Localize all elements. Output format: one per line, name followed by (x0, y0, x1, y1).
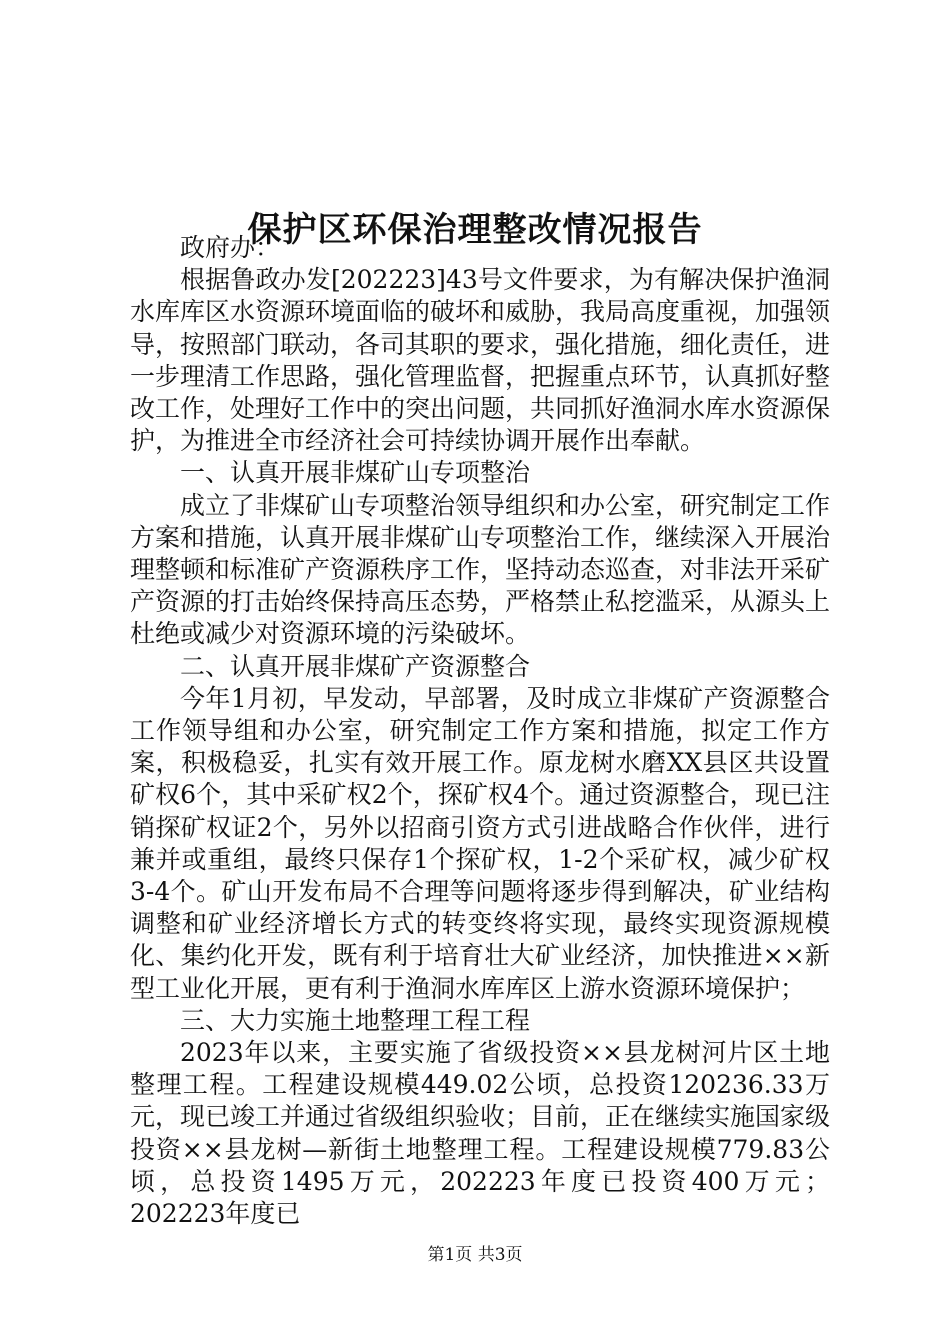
section-heading-1: 一、认真开展非煤矿山专项整治 (180, 458, 531, 488)
page-indicator: 第1页 共3页 (427, 1245, 523, 1265)
paragraph-section-3: 2023年以来，主要实施了省级投资××县龙树河片区土地整理工程。工程建设规模449.02公顷，总投资120236.33万元，现已竣工并通过省级组织验收；目前，正在继续实施国家级投资××县龙树—新街土地整理工程。工程建设规模779.83公顷，总投资1495万元，202223年度已投资400万元；202223年度已 (130, 1038, 831, 1229)
document-body (130, 232, 830, 1230)
section-heading-2: 二、认真开展非煤矿产资源整合 (180, 651, 531, 681)
paragraph-intro: 根据鲁政办发[202223]43号文件要求，为有解决保护渔洞水库库区水资源环境面临的破坏和威胁，我局高度重视，加强领导，按照部门联动，各司其职的要求，强化措施，细化责任，进一步理清工作思路，强化管理监督，把握重点环节，认真抓好整改工作，处理好工作中的突出问题，共同抓好渔洞水库水资源保护，为推进全市经济社会可持续协调开展作出奉献。 (130, 265, 831, 456)
document-title: 保护区环保治理整改情况报告 (247, 209, 703, 250)
section-heading-3: 三、大力实施土地整理工程工程 (180, 1005, 531, 1035)
paragraph-section-1: 成立了非煤矿山专项整治领导组织和办公室，研究制定工作方案和措施，认真开展非煤矿山专项整治工作，继续深入开展治理整顿和标准矿产资源秩序工作，坚持动态巡查，对非法开采矿产资源的打击始终保持高压态势，严格禁止私挖滥采，从源头上杜绝或减少对资源环境的污染破坏。 (130, 490, 831, 649)
salutation: 政府办： (180, 233, 281, 262)
paragraph-section-2: 今年1月初，早发动，早部署，及时成立非煤矿产资源整合工作领导组和办公室，研究制定工作方案和措施，拟定工作方案，积极稳妥，扎实有效开展工作。原龙树水磨XX县区共设置矿权6个，其中采矿权2个，探矿权4个。通过资源整合，现已注销探矿权证2个，另外以招商引资方式引进战略合作伙伴，进行兼并或重组，最终只保存1个探矿权，1-2个采矿权，减少矿权3-4个。矿山开发布局不合理等问题将逐步得到解决，矿业结构调整和矿业经济增长方式的转变终将实现，最终实现资源规模化、集约化开发，既有利于培育壮大矿业经济，加快推进××新型工业化开展，更有利于渔洞水库库区上游水资源环境保护； (130, 683, 830, 1003)
